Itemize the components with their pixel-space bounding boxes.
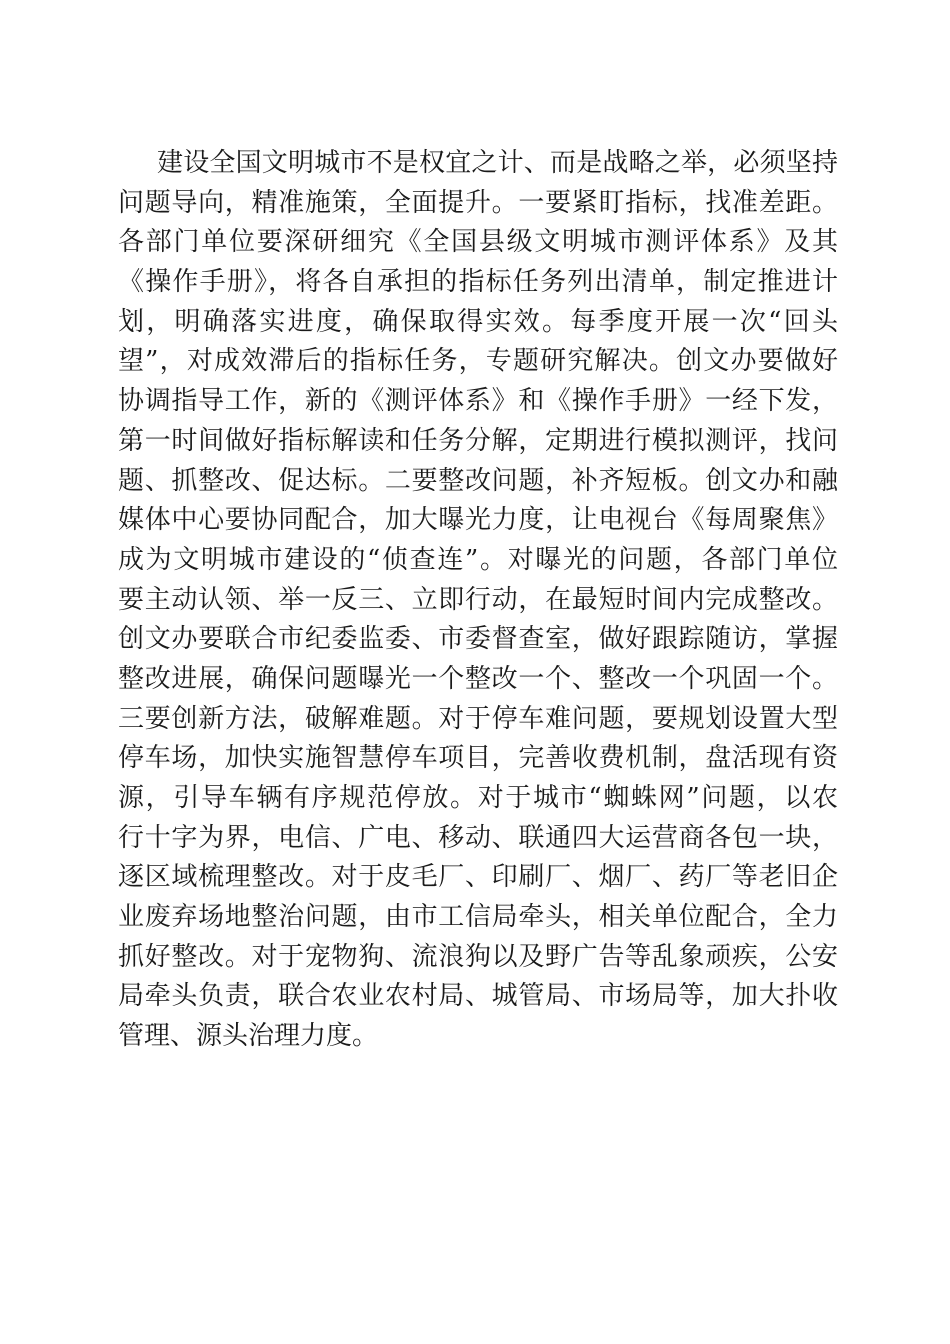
paragraph-line: 协调指导工作，新的《测评体系》和《操作手册》一经下发， <box>118 386 838 417</box>
paragraph-line: 《操作手册》，将各自承担的指标任务列出清单，制定推进计 <box>118 267 838 298</box>
paragraph-line: 抓好整改。对于宠物狗、流浪狗以及野广告等乱象顽疾，公安 <box>118 941 838 972</box>
paragraph-line: 行十字为界，电信、广电、移动、联通四大运营商各包一块， <box>118 822 838 853</box>
paragraph-line: 整改进展，确保问题曝光一个整改一个、整改一个巩固一个。 <box>118 663 838 694</box>
paragraph-line: 划，明确落实进度，确保取得实效。每季度开展一次“回头 <box>118 306 838 337</box>
paragraph-line: 停车场，加快实施智慧停车项目，完善收费机制，盘活现有资 <box>118 743 838 774</box>
paragraph-line: 题、抓整改、促达标。二要整改问题，补齐短板。创文办和融 <box>118 465 838 496</box>
paragraph-line: 问题导向，精准施策，全面提升。一要紧盯指标，找准差距。 <box>118 187 838 218</box>
paragraph-line: 局牵头负责，联合农业农村局、城管局、市场局等，加大扑收 <box>118 981 838 1012</box>
paragraph-line: 第一时间做好指标解读和任务分解，定期进行模拟测评，找问 <box>118 425 838 456</box>
paragraph-line: 媒体中心要协同配合，加大曝光力度，让电视台《每周聚焦》 <box>118 505 838 536</box>
paragraph-line: 管理、源头治理力度。 <box>118 1021 379 1052</box>
paragraph-line: 要主动认领、举一反三、立即行动，在最短时间内完成整改。 <box>118 584 838 615</box>
paragraph-line: 建设全国文明城市不是权宜之计、而是战略之举，必须坚持 <box>157 148 838 178</box>
paragraph-line: 望”，对成效滞后的指标任务，专题研究解决。创文办要做好 <box>118 346 838 377</box>
paragraph-line: 三要创新方法，破解难题。对于停车难问题，要规划设置大型 <box>118 703 838 734</box>
paragraph-line: 业废弃场地整治问题，由市工信局牵头，相关单位配合，全力 <box>118 902 838 933</box>
paragraph-line: 各部门单位要深研细究《全国县级文明城市测评体系》及其 <box>118 227 838 258</box>
paragraph-line: 成为文明城市建设的“侦查连”。对曝光的问题，各部门单位 <box>118 544 838 575</box>
paragraph-line: 源，引导车辆有序规范停放。对于城市“蜘蛛网”问题，以农 <box>118 783 838 813</box>
body-paragraph <box>118 144 838 1057</box>
paragraph-line: 创文办要联合市纪委监委、市委督查室，做好跟踪随访，掌握 <box>118 624 838 655</box>
paragraph-line: 逐区域梳理整改。对于皮毛厂、印刷厂、烟厂、药厂等老旧企 <box>118 862 838 893</box>
